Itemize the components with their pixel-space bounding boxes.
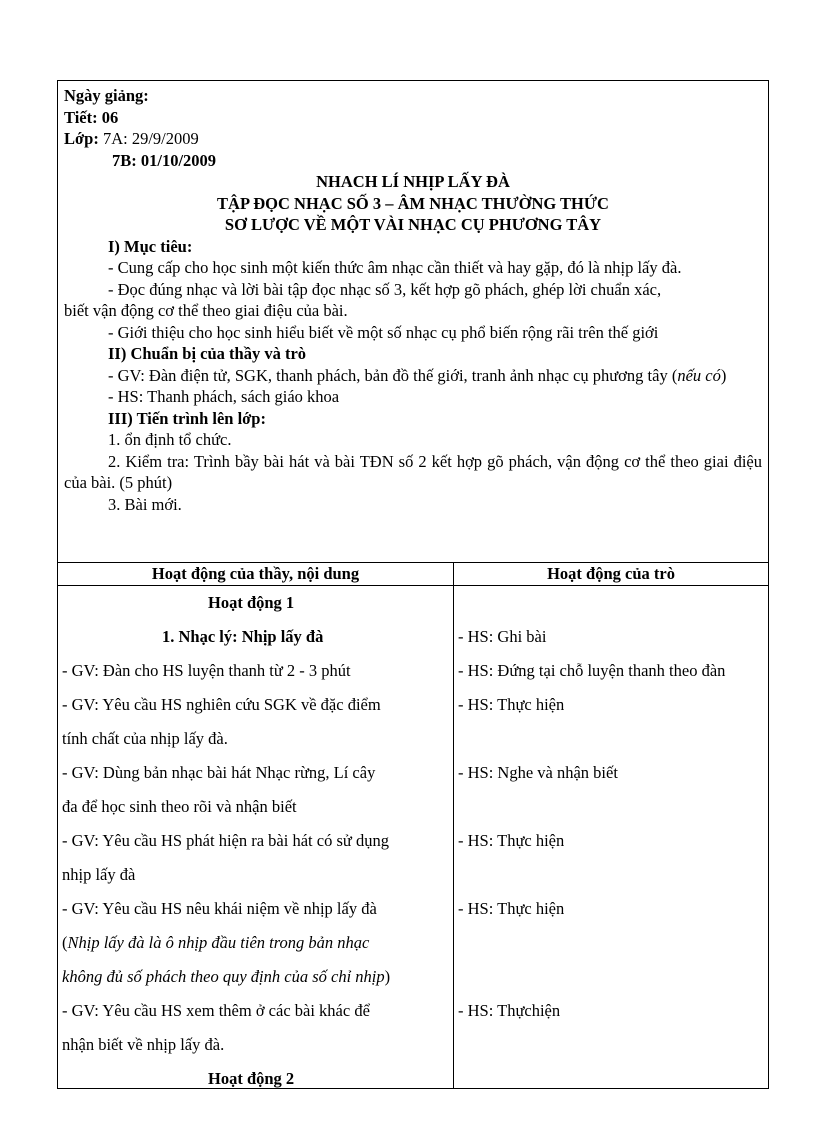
spacer xyxy=(454,960,768,994)
chuan-bi-gv-italic: nếu có xyxy=(677,365,721,385)
document-page xyxy=(57,80,769,1089)
teacher-row-5c-close: ) xyxy=(384,967,391,986)
ngay-giang: Ngày giảng: xyxy=(64,86,149,105)
teacher-row-5b xyxy=(58,926,453,960)
activity-table xyxy=(58,562,768,1088)
teacher-row-5b-open: ( xyxy=(62,933,68,952)
teacher-row-5c-italic: không đủ số phách theo quy định của số chỉ nhịp xyxy=(62,967,385,986)
teacher-row-5c xyxy=(58,960,453,994)
teacher-row-4b: nhịp lấy đà xyxy=(62,865,136,884)
student-column xyxy=(454,562,768,1088)
chuan-bi-heading: II) Chuẩn bị của thầy và trò xyxy=(108,344,307,363)
tien-trinh-1: 1. ổn định tổ chức. xyxy=(108,430,232,449)
student-row-0: - HS: Ghi bài xyxy=(458,627,547,646)
student-row-5: - HS: Thực hiện xyxy=(458,899,565,918)
title-3: SƠ LƯỢC VỀ MỘT VÀI NHẠC CỤ PHƯƠNG TÂY xyxy=(224,215,602,234)
teacher-column-header: Hoạt động của thầy, nội dung xyxy=(58,562,453,586)
chuan-bi-gv-close: ) xyxy=(720,365,727,385)
title-1: NHACH LÍ NHỊP LẤY ĐÀ xyxy=(316,172,510,191)
teacher-row-1: - GV: Đàn cho HS luyện thanh từ 2 - 3 phút xyxy=(62,661,351,680)
teacher-row-2b: tính chất của nhịp lấy đà. xyxy=(62,729,228,748)
chuan-bi-gv-text: - GV: Đàn điện tử, SGK, thanh phách, bản đồ thế giới, tranh ảnh nhạc cụ phương tây ( xyxy=(108,365,678,385)
teacher-row-3b: đa để học sinh theo rõi và nhận biết xyxy=(62,797,297,816)
teacher-row-6a: - GV: Yêu cầu HS xem thêm ở các bài khác để xyxy=(62,1001,370,1020)
student-row-1: - HS: Đứng tại chỗ luyện thanh theo đàn xyxy=(458,661,726,680)
tiet: Tiết: 06 xyxy=(64,107,119,127)
teacher-row-4a: - GV: Yêu cầu HS phát hiện ra bài hát có sử dụng xyxy=(62,831,389,850)
muc-tieu-2b: biết vận động cơ thể theo giai điệu của bài. xyxy=(64,301,348,320)
muc-tieu-3: - Giới thiệu cho học sinh hiểu biết về một số nhạc cụ phổ biến rộng rãi trên thế giới xyxy=(108,322,659,342)
title-2: TẬP ĐỌC NHẠC SỐ 3 – ÂM NHẠC THƯỜNG THỨC xyxy=(217,193,609,213)
nhac-ly-heading: 1. Nhạc lý: Nhịp lấy đà xyxy=(162,627,324,646)
student-row-4: - HS: Thực hiện xyxy=(458,831,565,850)
lop-7b: 7B: 01/10/2009 xyxy=(112,150,217,170)
spacer xyxy=(454,858,768,892)
hoat-dong-1: Hoạt động 1 xyxy=(208,593,295,612)
teacher-column xyxy=(58,562,454,1088)
teacher-row-2a: - GV: Yêu cầu HS nghiên cứu SGK về đặc điểm xyxy=(62,695,381,714)
student-row-3: - HS: Nghe và nhận biết xyxy=(458,763,618,782)
lesson-header xyxy=(58,81,768,563)
teacher-row-5a: - GV: Yêu cầu HS nêu khái niệm về nhịp lấy đà xyxy=(62,899,377,918)
chuan-bi-hs: - HS: Thanh phách, sách giáo khoa xyxy=(108,387,340,406)
student-column-header: Hoạt động của trò xyxy=(454,562,768,586)
spacer xyxy=(454,586,768,620)
teacher-row-5b-italic: Nhịp lấy đà là ô nhịp đầu tiên trong bản nhạc xyxy=(67,933,370,952)
lop-7a-date: 7A: 29/9/2009 xyxy=(102,129,199,148)
spacer xyxy=(454,926,768,960)
student-row-6: - HS: Thựchiện xyxy=(458,1001,561,1020)
tien-trinh-2: 2. Kiểm tra: Trình bầy bài hát và bài TĐN số 2 kết hợp gõ phách, vận động cơ thể theo giai điệu của bài. (5 phút) xyxy=(64,451,762,492)
hoat-dong-2: Hoạt động 2 xyxy=(208,1069,295,1088)
lop-label: Lớp: xyxy=(64,129,99,148)
muc-tieu-heading: I) Mục tiêu: xyxy=(108,236,193,256)
tien-trinh-3: 3. Bài mới. xyxy=(108,494,182,514)
muc-tieu-2a: - Đọc đúng nhạc và lời bài tập đọc nhạc số 3, kết hợp gõ phách, ghép lời chuẩn xác, xyxy=(108,279,662,299)
spacer xyxy=(454,722,768,756)
tien-trinh-heading: III) Tiến trình lên lớp: xyxy=(108,408,266,428)
teacher-row-3a: - GV: Dùng bản nhạc bài hát Nhạc rừng, Lí cây xyxy=(62,763,376,782)
lop-7a xyxy=(64,128,762,150)
muc-tieu-1: - Cung cấp cho học sinh một kiến thức âm nhạc cần thiết và hay gặp, đó là nhịp lấy đà. xyxy=(108,258,682,277)
spacer xyxy=(454,790,768,824)
teacher-row-6b: nhận biết về nhịp lấy đà. xyxy=(62,1035,225,1054)
chuan-bi-gv xyxy=(64,365,762,387)
student-row-2: - HS: Thực hiện xyxy=(458,695,565,714)
